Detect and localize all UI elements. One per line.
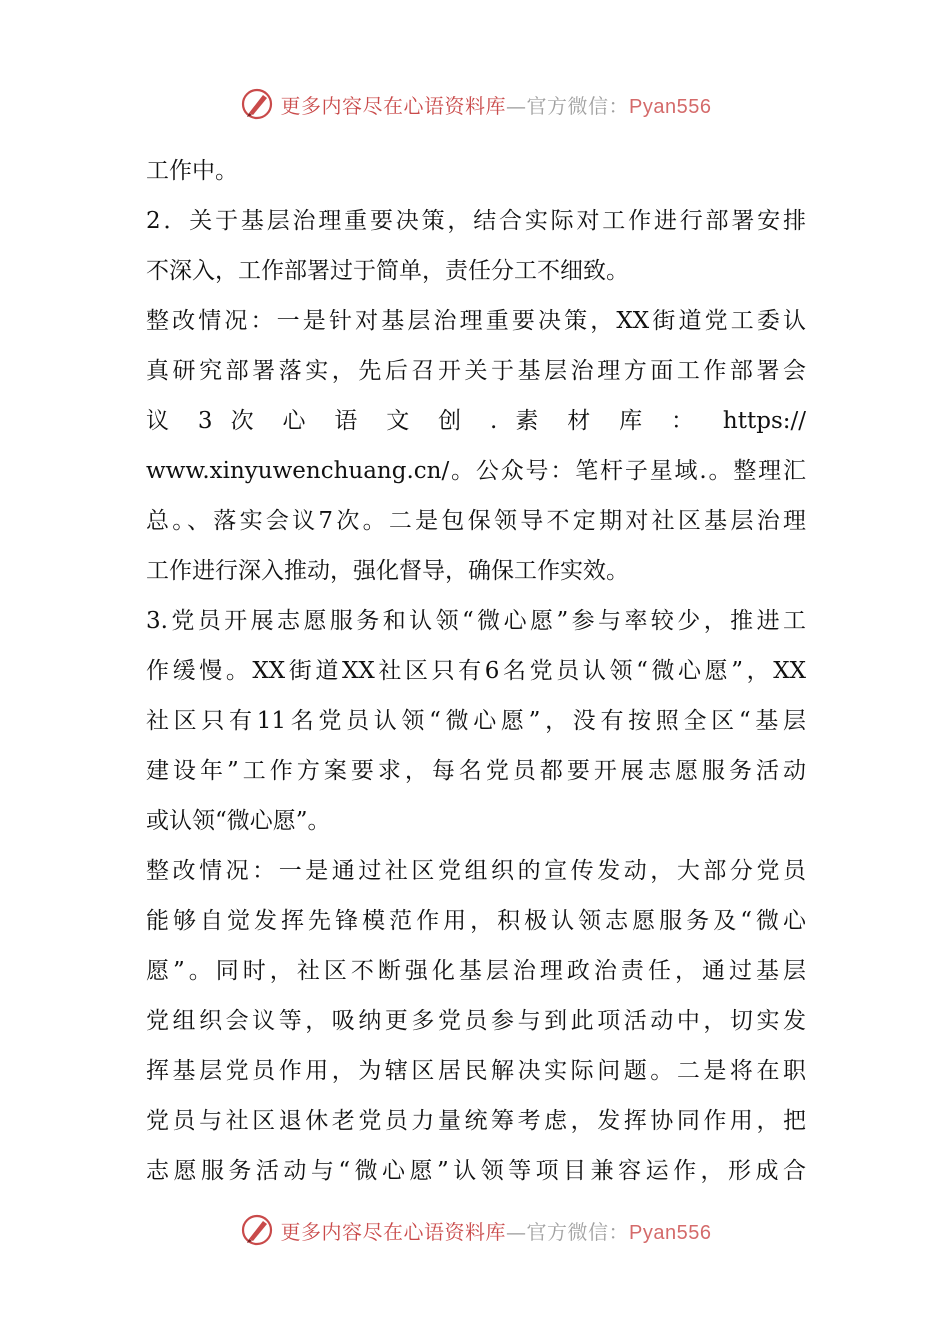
text-line: 作缓慢。XX街道XX社区只有6名党员认领“微心愿”，XX [146, 658, 806, 684]
text-line: 整改情况：一是通过社区党组织的宣传发动，大部分党员 [146, 858, 806, 884]
text-line: 真研究部署落实，先后召开关于基层治理方面工作部署会 [146, 358, 806, 384]
text-line: 工作中。 [146, 158, 238, 184]
text-line: 或认领“微心愿”。 [146, 808, 331, 834]
pen-logo-icon [239, 86, 275, 122]
header-watermark-banner [0, 82, 950, 126]
text-line: 总。、落实会议7次。二是包保领导不定期对社区基层治理 [146, 508, 806, 534]
text-line: www.xinyuwenchuang.cn/。公众号：笔杆子星域.。整理汇 [146, 458, 806, 484]
text-line: 议 3 次 心 语 文 创 . 素 材 库 ： https:// [146, 408, 806, 434]
watermark-wechat-id: Pyan556 [629, 1221, 712, 1244]
text-line: 2．关于基层治理重要决策，结合实际对工作进行部署安排 [146, 208, 806, 234]
watermark-wechat-label: 官方微信： [526, 93, 630, 118]
text-line: 挥基层党员作用，为辖区居民解决实际问题。二是将在职 [146, 1058, 806, 1084]
watermark-text [281, 1216, 712, 1245]
watermark-brand: 更多内容尽在心语资料库 [280, 1219, 507, 1244]
pen-logo-icon [239, 1212, 275, 1248]
text-line: 志愿服务活动与“微心愿”认领等项目兼容运作，形成合 [146, 1158, 806, 1184]
watermark-separator: — [506, 93, 527, 118]
watermark-brand: 更多内容尽在心语资料库 [280, 93, 507, 118]
watermark-separator: — [506, 1219, 527, 1244]
text-line: 党员与社区退休老党员力量统筹考虑，发挥协同作用，把 [146, 1108, 806, 1134]
text-line: 愿”。同时，社区不断强化基层治理政治责任，通过基层 [146, 958, 806, 984]
text-line: 不深入，工作部署过于简单，责任分工不细致。 [146, 258, 629, 284]
watermark-wechat-label: 官方微信： [526, 1219, 630, 1244]
text-line: 整改情况：一是针对基层治理重要决策，XX街道党工委认 [146, 308, 806, 334]
text-line: 能够自觉发挥先锋模范作用，积极认领志愿服务及“微心 [146, 908, 806, 934]
text-line: 建设年”工作方案要求，每名党员都要开展志愿服务活动 [146, 758, 806, 784]
watermark-wechat-id: Pyan556 [629, 95, 712, 118]
text-line: 党组织会议等，吸纳更多党员参与到此项活动中，切实发 [146, 1008, 806, 1034]
text-line: 工作进行深入推动，强化督导，确保工作实效。 [146, 558, 629, 584]
watermark-text [281, 90, 712, 119]
footer-watermark-banner [0, 1208, 950, 1252]
document-body [146, 146, 806, 1196]
text-line: 3.党员开展志愿服务和认领“微心愿”参与率较少，推进工 [146, 608, 806, 634]
text-line: 社区只有11名党员认领“微心愿”，没有按照全区“基层 [146, 708, 806, 734]
